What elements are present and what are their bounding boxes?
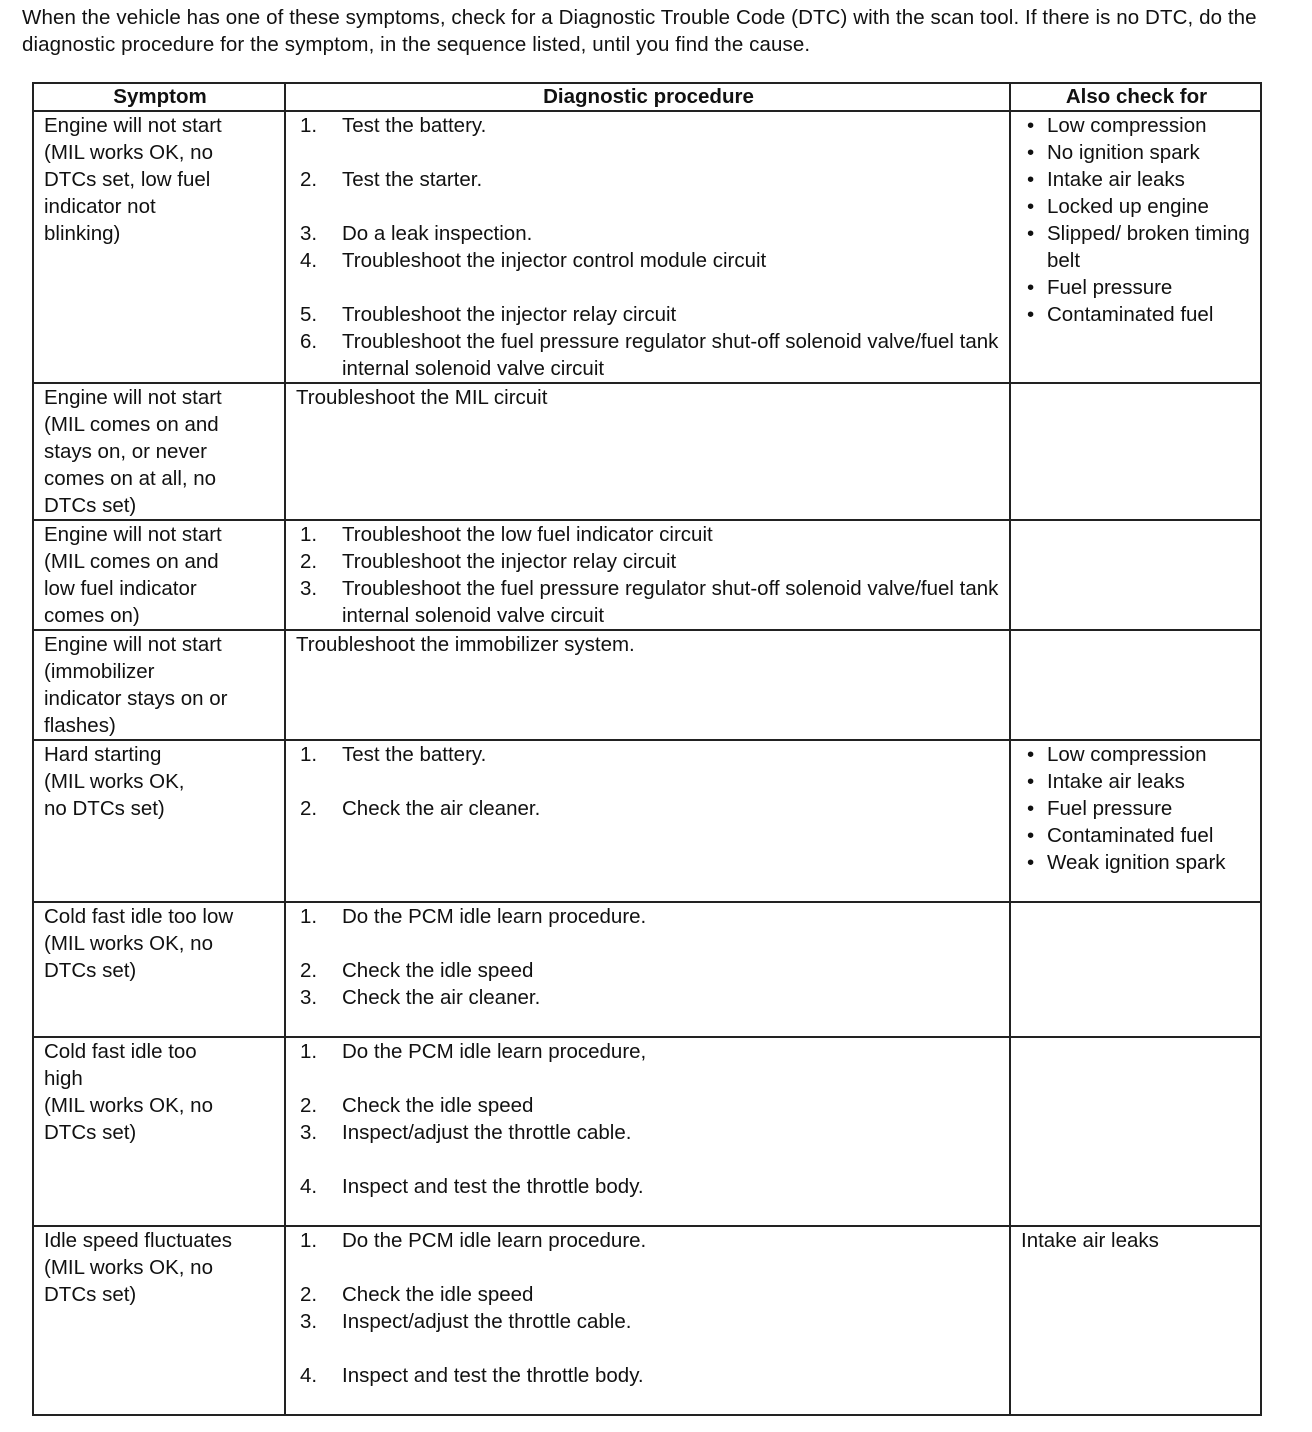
procedure-text: Troubleshoot the immobilizer system.: [296, 633, 635, 656]
also-check-cell: [1010, 520, 1261, 630]
symptom-cell: [33, 520, 285, 630]
step-item: 3. Inspect/adjust the throttle cable.: [300, 1310, 632, 1333]
symptom-text: Cold fast idle too high (MIL works OK, no DTCs set): [44, 1040, 213, 1144]
symptom-text: Engine will not start (immobilizer indicator stays on or flashes): [44, 633, 228, 737]
also-check-item: • Weak ignition spark: [1027, 851, 1226, 874]
procedure-text: Troubleshoot the MIL circuit: [296, 386, 548, 409]
also-check-item: • Slipped/ broken timing belt: [1027, 222, 1250, 272]
bullet-icon: •: [1027, 195, 1035, 218]
step-item: 1. Do the PCM idle learn procedure.: [300, 905, 647, 928]
procedure-cell: [285, 740, 1010, 902]
also-check-cell: [1010, 111, 1261, 383]
also-check-cell: [1010, 902, 1261, 1037]
step-item: 4. Troubleshoot the injector control module circuit: [300, 249, 767, 272]
also-check-cell: [1010, 1226, 1261, 1415]
bullet-icon: •: [1027, 743, 1035, 766]
bullet-icon: •: [1027, 797, 1035, 820]
procedure-cell: [285, 630, 1010, 740]
table-row: [33, 630, 1261, 740]
table-row: [33, 111, 1261, 383]
also-check-cell: [1010, 740, 1261, 902]
also-check-item: • Fuel pressure: [1027, 797, 1173, 820]
step-item: 4. Inspect and test the throttle body.: [300, 1175, 644, 1198]
procedure-cell: [285, 111, 1010, 383]
symptom-text: Engine will not start (MIL comes on and stays on, or never comes on at all, no DTCs set): [44, 386, 222, 517]
table-row: [33, 902, 1261, 1037]
symptom-cell: [33, 111, 285, 383]
step-item: 2. Test the starter.: [300, 168, 483, 191]
procedure-cell: [285, 520, 1010, 630]
table-row: [33, 740, 1261, 902]
bullet-icon: •: [1027, 276, 1035, 299]
also-check-cell: [1010, 630, 1261, 740]
step-item: 3. Troubleshoot the fuel pressure regulator shut-off solenoid valve/fuel tank internal solenoid valve circuit: [300, 577, 999, 627]
bullet-icon: •: [1027, 114, 1035, 137]
symptom-table: [32, 82, 1262, 1416]
bullet-icon: •: [1027, 851, 1035, 874]
table-row: [33, 383, 1261, 520]
step-item: 1. Test the battery.: [300, 743, 487, 766]
bullet-icon: •: [1027, 303, 1035, 326]
bullet-icon: •: [1027, 168, 1035, 191]
step-item: 2. Check the idle speed: [300, 1283, 534, 1306]
symptom-cell: [33, 740, 285, 902]
also-check-item: • Low compression: [1027, 743, 1207, 766]
symptom-cell: [33, 383, 285, 520]
also-check-item: • Contaminated fuel: [1027, 303, 1214, 326]
also-check-text: Intake air leaks: [1021, 1229, 1159, 1252]
table-row: [33, 1037, 1261, 1226]
symptom-text: Hard starting (MIL works OK, no DTCs set): [44, 743, 185, 820]
step-item: 6. Troubleshoot the fuel pressure regulator shut-off solenoid valve/fuel tank internal solenoid valve circuit: [300, 330, 999, 380]
step-item: 3. Do a leak inspection.: [300, 222, 533, 245]
table-header-row: [33, 83, 1261, 111]
header-also-check: Also check for: [1010, 83, 1261, 111]
also-check-item: • Contaminated fuel: [1027, 824, 1214, 847]
symptom-cell: [33, 902, 285, 1037]
procedure-cell: [285, 1037, 1010, 1226]
step-item: 2. Troubleshoot the injector relay circuit: [300, 550, 677, 573]
procedure-cell: [285, 902, 1010, 1037]
symptom-cell: [33, 630, 285, 740]
also-check-item: • No ignition spark: [1027, 141, 1200, 164]
symptom-text: Engine will not start (MIL works OK, no DTCs set, low fuel indicator not blinking): [44, 114, 222, 245]
symptom-cell: [33, 1037, 285, 1226]
bullet-icon: •: [1027, 222, 1035, 245]
bullet-icon: •: [1027, 141, 1035, 164]
procedure-cell: [285, 383, 1010, 520]
symptom-text: Engine will not start (MIL comes on and low fuel indicator comes on): [44, 523, 222, 627]
also-check-cell: [1010, 1037, 1261, 1226]
step-item: 3. Inspect/adjust the throttle cable.: [300, 1121, 632, 1144]
bullet-icon: •: [1027, 770, 1035, 793]
symptom-text: Cold fast idle too low (MIL works OK, no DTCs set): [44, 905, 234, 982]
step-item: 1. Troubleshoot the low fuel indicator circuit: [300, 523, 713, 546]
step-item: 2. Check the idle speed: [300, 1094, 534, 1117]
bullet-icon: •: [1027, 824, 1035, 847]
step-item: 2. Check the idle speed: [300, 959, 534, 982]
also-check-item: • Intake air leaks: [1027, 770, 1185, 793]
symptom-cell: [33, 1226, 285, 1415]
also-check-item: • Fuel pressure: [1027, 276, 1173, 299]
also-check-cell: [1010, 383, 1261, 520]
step-item: 4. Inspect and test the throttle body.: [300, 1364, 644, 1387]
step-item: 1. Do the PCM idle learn procedure,: [300, 1040, 647, 1063]
step-item: 5. Troubleshoot the injector relay circuit: [300, 303, 677, 326]
step-item: 3. Check the air cleaner.: [300, 986, 541, 1009]
step-item: 2. Check the air cleaner.: [300, 797, 541, 820]
header-symptom: Symptom: [33, 83, 285, 111]
header-procedure: Diagnostic procedure: [285, 83, 1010, 111]
also-check-item: • Locked up engine: [1027, 195, 1209, 218]
intro-text: When the vehicle has one of these symptoms, check for a Diagnostic Trouble Code (DTC) with the scan tool. If there is no DTC, do the diagnostic procedure for the symptom, in the sequence listed, until you find the cause.: [22, 6, 1257, 56]
also-check-item: • Low compression: [1027, 114, 1207, 137]
table-row: [33, 1226, 1261, 1415]
procedure-cell: [285, 1226, 1010, 1415]
also-check-item: • Intake air leaks: [1027, 168, 1185, 191]
table-row: [33, 520, 1261, 630]
symptom-text: Idle speed fluctuates (MIL works OK, no DTCs set): [44, 1229, 233, 1306]
step-item: 1. Do the PCM idle learn procedure.: [300, 1229, 647, 1252]
step-item: 1. Test the battery.: [300, 114, 487, 137]
